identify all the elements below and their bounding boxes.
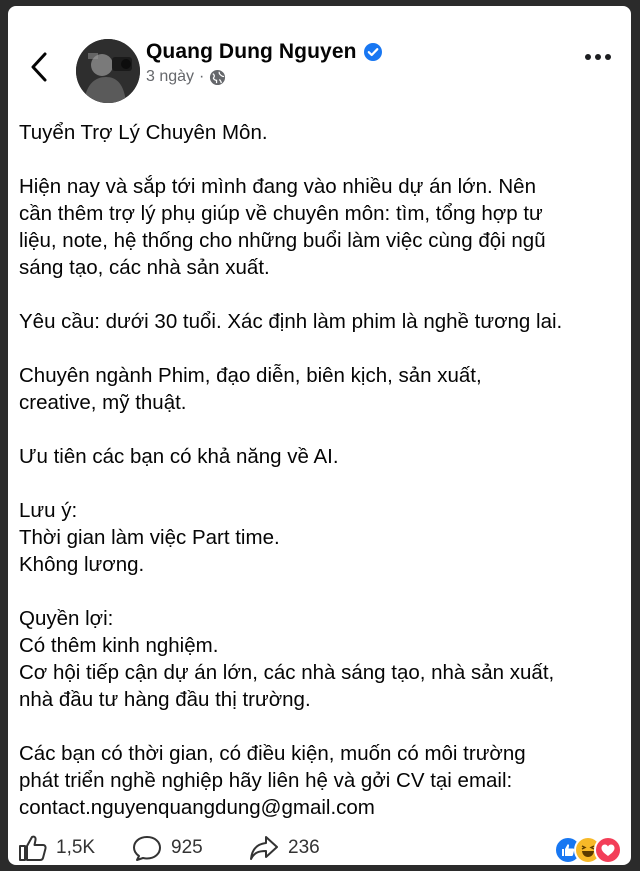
- reaction-summary[interactable]: [554, 836, 622, 864]
- post-text-line: cần thêm trợ lý phụ giúp về chuyên môn: tìm, tổng hợp tư: [19, 202, 543, 225]
- post-text-line: Chuyên ngành Phim, đạo diễn, biên kịch, sản xuất,: [19, 364, 482, 387]
- post-paragraph: [19, 740, 619, 821]
- chevron-left-icon[interactable]: [26, 50, 52, 84]
- comment-bubble-icon: [131, 834, 163, 862]
- share-button[interactable]: [248, 834, 320, 862]
- post-text-line: liệu, note, hệ thống cho những buổi làm việc cùng đội ngũ: [19, 229, 546, 252]
- like-count: 1,5K: [56, 837, 96, 858]
- post-paragraph: [19, 119, 619, 146]
- post-text-line: Không lương.: [19, 553, 145, 576]
- share-count: 236: [288, 837, 320, 858]
- avatar[interactable]: [76, 39, 140, 103]
- comment-button[interactable]: [131, 834, 203, 862]
- post-text-line: nhà đầu tư hàng đầu thị trường.: [19, 688, 311, 711]
- post-text-line: Ưu tiên các bạn có khả năng về AI.: [19, 445, 339, 468]
- more-horizontal-icon[interactable]: [585, 54, 611, 60]
- thumbs-up-icon: [18, 834, 48, 862]
- post-text-line: contact.nguyenquangdung@gmail.com: [19, 796, 375, 819]
- author-row: [146, 40, 383, 64]
- post-paragraph: [19, 362, 619, 416]
- post-text-line: creative, mỹ thuật.: [19, 391, 187, 414]
- post-paragraph: [19, 605, 619, 713]
- share-arrow-icon: [248, 834, 280, 862]
- meta-separator: ·: [199, 68, 205, 85]
- post-text-line: Tuyển Trợ Lý Chuyên Môn.: [19, 121, 268, 144]
- post-text-line: Cơ hội tiếp cận dự án lớn, các nhà sáng tạo, nhà sản xuất,: [19, 661, 555, 684]
- post-text-line: Yêu cầu: dưới 30 tuổi. Xác định làm phim là nghề tương lai.: [19, 310, 563, 333]
- globe-icon: [209, 69, 226, 86]
- post-text-line: Quyền lợi:: [19, 607, 114, 630]
- post-paragraph: [19, 443, 619, 470]
- post-text-line: sáng tạo, các nhà sản xuất.: [19, 256, 270, 279]
- post-text-line: Các bạn có thời gian, có điều kiện, muốn có môi trường: [19, 742, 526, 765]
- post-text-line: Thời gian làm việc Part time.: [19, 526, 280, 549]
- post-footer: [8, 826, 631, 866]
- verified-badge-icon: [363, 42, 383, 62]
- post-time[interactable]: 3 ngày: [146, 68, 195, 85]
- post-text-line: phát triển nghề nghiệp hãy liên hệ và gởi CV tại email:: [19, 769, 513, 792]
- post-card: [8, 6, 631, 865]
- post-header: [8, 6, 631, 106]
- post-body: [19, 119, 619, 848]
- post-text-line: Có thêm kinh nghiệm.: [19, 634, 219, 657]
- love-reaction-icon: [594, 836, 622, 864]
- like-button[interactable]: [18, 834, 95, 862]
- post-text-line: Lưu ý:: [19, 499, 78, 522]
- post-paragraph: [19, 497, 619, 578]
- post-text-line: Hiện nay và sắp tới mình đang vào nhiều dự án lớn. Nên: [19, 175, 536, 198]
- comment-count: 925: [171, 837, 203, 858]
- author-name[interactable]: Quang Dung Nguyen: [146, 40, 357, 63]
- post-paragraph: [19, 308, 619, 335]
- post-meta: [146, 68, 226, 86]
- post-paragraph: [19, 173, 619, 281]
